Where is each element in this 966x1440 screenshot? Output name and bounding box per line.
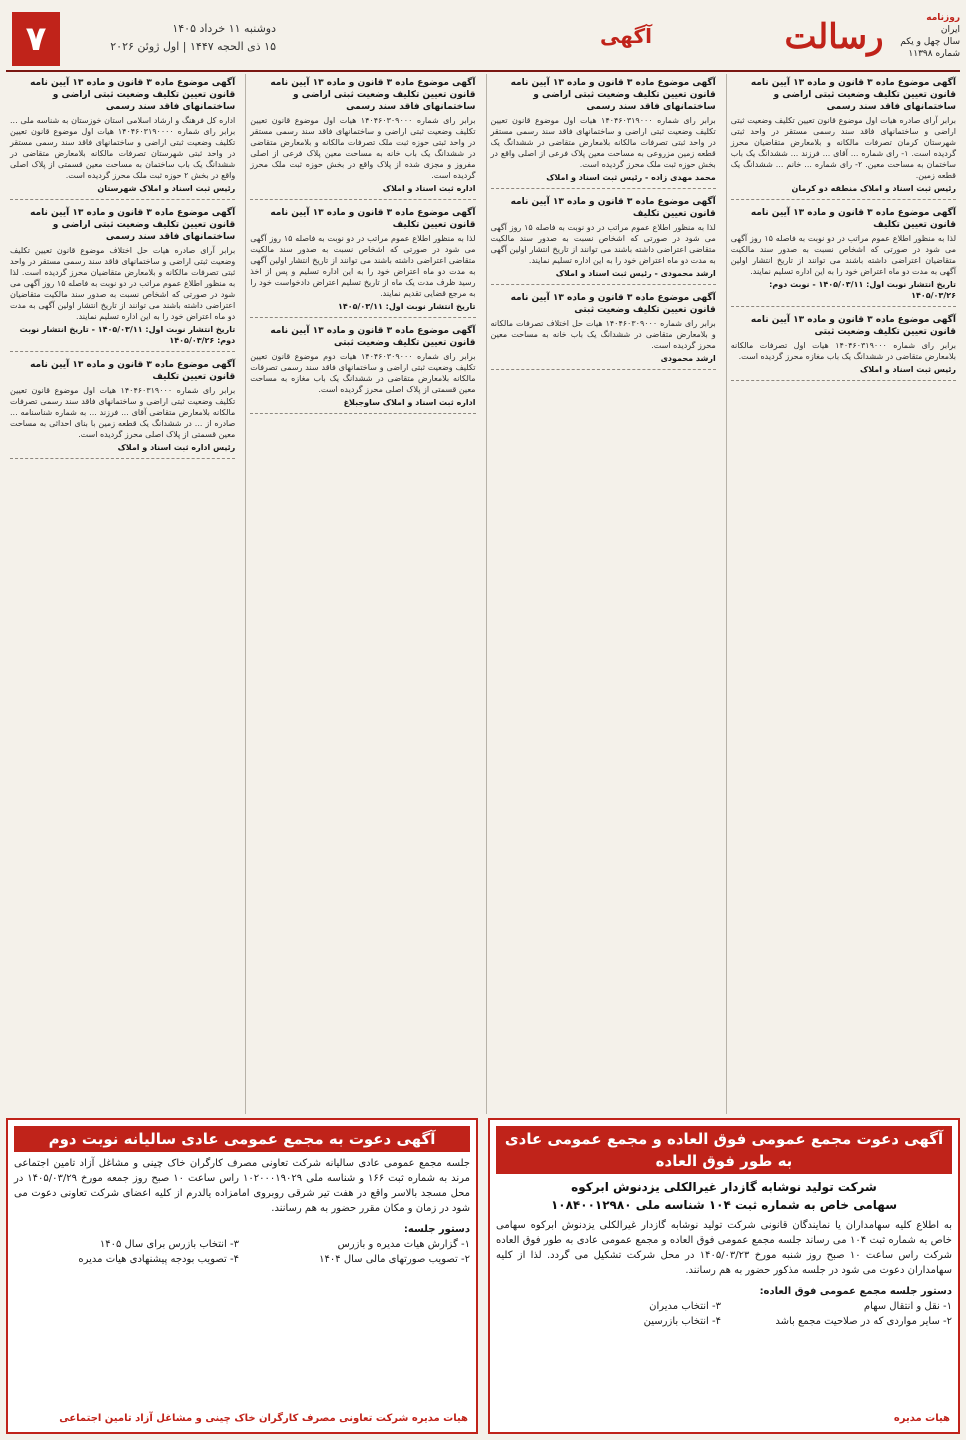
notice-title: آگهی موضوع ماده ۳ قانون و ماده ۱۳ آیین نامه قانون تعیین تکلیف <box>270 208 476 230</box>
agenda-item: ۳- انتخاب مدیران <box>649 1301 721 1312</box>
company-registration: سهامی خاص به شماره ثبت ۱۰۴ شناسه ملی ۱۰۸۴۰۰۱۲۹۸۰ <box>550 1198 898 1212</box>
notice-title: آگهی دعوت به مجمع عمومی عادی سالیانه نوبت دوم <box>14 1126 470 1152</box>
notice-title: آگهی موضوع ماده ۳ قانون و ماده ۱۳ آیین نامه قانون تعیین تکلیف وضعیت ثبتی اراضی و ساختمانهای فاقد سند رسمی <box>30 78 236 112</box>
legal-notice <box>731 311 956 381</box>
notice-signature: تاریخ انتشار نوبت اول: ۱۴۰۵/۰۳/۱۱ - نوبت دوم: ۱۴۰۵/۰۳/۲۶ <box>769 280 956 300</box>
agenda-col <box>496 1284 721 1329</box>
notice-title: آگهی دعوت مجمع عمومی فوق العاده و مجمع عمومی عادی به طور فوق العاده <box>496 1126 952 1174</box>
page-number: ۷ <box>12 12 60 66</box>
notice-body: به اطلاع کلیه سهامداران یا نمایندگان قانونی شرکت تولید نوشابه گازدار غیرالکلی یزدنوش ابرکوه سهامی خاص به شماره ثبت ۱۰۴ می رساند جلسه مجمع عمومی فوق العاده و مجمع عمومی عادی به طور فوق العاده شرکت راس ساعت ۱۰ صبح روز شنبه مورخ ۱۴۰۵/۰۳/۲۳ در محل شرکت تشکیل می گردد. لذا از کلیه سهامداران دعوت می شود در جلسه مذکور حضور به هم رسانند. <box>496 1220 952 1276</box>
notice-body: برابر رای شماره ۱۴۰۴۶۰۳۱۹۰۰۰ هیات اول موضوع قانون تعیین تکلیف وضعیت ثبتی اراضی و ساختمانهای فاقد سند رسمی مستقر در واحد ثبتی تصرفات مالکانه بلامعارض متقاضی در ششدانگ یک قطعه زمین مزروعی به مساحت معین پلاک فرعی از اصلی واقع در بخش حوزه ثبت ملک محرز گردیده است. <box>490 116 716 169</box>
agenda-item: ۳- انتخاب بازرس برای سال ۱۴۰۵ <box>99 1239 239 1250</box>
notice-body: برابر رای شماره ۱۴۰۴۶۰۳۰۹۰۰۰ هیات اول موضوع قانون تعیین تکلیف وضعیت ثبتی اراضی و ساختمانهای فاقد سند رسمی مستقر در واحد ثبتی حوزه ثبت ملک تصرفات مالکانه و بلامعارض متقاضی در ششدانگ یک باب خانه به مساحت معین پلاک فرعی از اصلی مفروز و مجزی شده از پلاک واقع در بخش حوزه ثبت ملک محرز گردیده است. <box>250 116 476 180</box>
notice-signature: رئیس ثبت اسناد و املاک شهرستان <box>97 184 236 193</box>
notice-signature: رئیس ثبت اسناد و املاک <box>860 365 956 374</box>
notice-title: آگهی موضوع ماده ۳ قانون و ماده ۱۳ آیین نامه قانون تعیین تکلیف <box>750 208 956 230</box>
date-box <box>66 20 276 60</box>
notice-title: آگهی موضوع ماده ۳ قانون و ماده ۱۳ آیین نامه قانون تعیین تکلیف وضعیت ثبتی <box>750 315 956 337</box>
notice-signature: اداره ثبت اسناد و املاک <box>382 184 476 193</box>
column-3 <box>245 74 479 1114</box>
notice-body: لذا به منظور اطلاع عموم مراتب در دو نوبت به فاصله ۱۵ روز آگهی می شود در صورتی که اشخاص نسبت به صدور سند مالکیت متقاضیان اعتراضی داشته باشند می توانند از تاریخ انتشار اولین آگهی به مدت دو ماه اعتراض خود را به این اداره تسلیم نمایند. <box>730 234 957 276</box>
legal-notice <box>731 204 956 307</box>
legal-notice <box>491 193 716 285</box>
agenda-item: ۲- تصویب صورتهای مالی سال ۱۴۰۴ <box>319 1254 470 1265</box>
notice-body: اداره کل فرهنگ و ارشاد اسلامی استان خوزستان به شناسه ملی ... برابر رای شماره ۱۴۰۴۶۰۳۱۹۰۰۰۰ هیات اول موضوع قانون تعیین تکلیف وضعیت ثبتی اراضی و ساختمانهای فاقد سند رسمی مستقر در واحد ثبتی شهرستان تصرفات مالکانه بلامعارض متقاضی در ششدانگ یک باب ساختمان به مساحت معین قسمتی از پلاک اصلی واقع در بخش ۲ حوزه ثبت ملک محرز گردیده است. <box>10 116 236 180</box>
assembly-notice-annual <box>6 1118 478 1434</box>
agenda-item: ۴- انتخاب بازرسین <box>643 1316 721 1327</box>
notice-body: لذا به منظور اطلاع عموم مراتب در دو نوبت به فاصله ۱۵ روز آگهی می شود در صورتی که اشخاص نسبت به صدور سند مالکیت متقاضی اعتراضی داشته باشند می توانند از تاریخ انتشار اولین آگهی به مدت دو ماه اعتراض خود را به این اداره تسلیم و پس از اخذ رسید ظرف مدت یک ماه از تاریخ تسلیم اعتراض دادخواست خود را به مرجع قضایی تقدیم نمایند. <box>250 234 476 298</box>
assembly-notice-extraordinary <box>488 1118 960 1434</box>
agenda-col <box>727 1284 952 1329</box>
agenda-col <box>14 1222 239 1267</box>
agenda-label: دستور جلسه مجمع عمومی فوق العاده: <box>759 1286 952 1297</box>
year-label: سال چهل و یکم <box>900 37 960 47</box>
legal-notice <box>491 74 716 189</box>
country-label: ایران <box>940 25 960 35</box>
notice-title: آگهی موضوع ماده ۳ قانون و ماده ۱۳ آیین نامه قانون تعیین تکلیف وضعیت ثبتی <box>270 326 476 348</box>
notice-footer: هیات مدیره <box>893 1413 950 1424</box>
agenda <box>496 1284 952 1329</box>
date-other: ۱۵ ذی الحجه ۱۴۴۷ | اول ژوئن ۲۰۲۶ <box>110 40 276 53</box>
notice-signature: تاریخ انتشار نوبت اول: ۱۴۰۵/۰۳/۱۱ - تاریخ انتشار نوبت دوم: ۱۴۰۵/۰۳/۲۶ <box>19 325 236 345</box>
ads-columns <box>6 74 960 1114</box>
notice-body: برابر رای شماره ۱۴۰۴۶۰۳۰۹۰۰۰ هیات دوم موضوع قانون تعیین تکلیف وضعیت ثبتی اراضی و ساختمانهای فاقد سند رسمی تصرفات مالکانه بلامعارض متقاضی در ششدانگ یک باب مغازه به مساحت معین قسمتی از پلاک اصلی محرز گردیده است. <box>250 352 476 394</box>
legal-notice <box>250 322 475 414</box>
notice-title: آگهی موضوع ماده ۳ قانون و ماده ۱۳ آیین نامه قانون تعیین تکلیف <box>30 360 236 382</box>
issue-number: شماره ۱۱۳۹۸ <box>908 49 960 59</box>
notice-body: جلسه مجمع عمومی عادی سالیانه شرکت تعاونی مصرف کارگران خاک چینی و مشاغل آزاد تامین اجتماعی مرند به شماره ثبت ۱۶۶ و شناسه ملی ۱۰۲۰۰۰۱۹۰۲۹ راس ساعت ۱۰ صبح روز جمعه مورخ ۱۴۰۵/۰۳/۲۹ در محل مسجد بالاسر واقع در هفت تیر شرقی روبروی امامزاده یالدرم از کلیه اعضای شرکت تعاونی دعوت می شود در زمان و مکان مقرر حضور به هم رسانند. <box>14 1158 470 1214</box>
notice-signature: ارشد محمودی - رئیس ثبت اسناد و املاک <box>555 269 716 278</box>
legal-notice <box>10 74 235 200</box>
masthead <box>6 6 960 72</box>
notice-title: آگهی موضوع ماده ۳ قانون و ماده ۱۳ آیین نامه قانون تعیین تکلیف وضعیت ثبتی <box>510 293 716 315</box>
agenda-label: دستور جلسه: <box>403 1224 470 1235</box>
notice-signature: اداره ثبت اسناد و املاک ساوجبلاغ <box>343 398 476 407</box>
legal-notice <box>491 289 716 370</box>
notice-signature: رئیس ثبت اسناد و املاک منطقه دو کرمان <box>791 184 956 193</box>
agenda-item: ۴- تصویب بودجه پیشنهادی هیات مدیره <box>78 1254 239 1265</box>
column-4 <box>6 74 239 1114</box>
legal-notice <box>731 74 956 200</box>
notice-title: آگهی موضوع ماده ۳ قانون و ماده ۱۳ آیین نامه قانون تعیین تکلیف وضعیت ثبتی اراضی و ساختمانهای فاقد سند رسمی <box>510 78 716 112</box>
notice-signature: تاریخ انتشار نوبت اول: ۱۴۰۵/۰۳/۱۱ <box>337 302 476 311</box>
agenda-item: ۱- نقل و انتقال سهام <box>863 1301 952 1312</box>
legal-notice <box>10 356 235 459</box>
issue-info <box>896 12 960 62</box>
legal-notice <box>10 204 235 352</box>
notice-signature: ارشد محمودی <box>660 354 716 363</box>
notice-signature: محمد مهدی زاده - رئیس ثبت اسناد و املاک <box>546 173 716 182</box>
agenda <box>14 1222 470 1267</box>
brand-label: روزنامه <box>926 13 960 23</box>
section-title: آگهی <box>600 24 652 48</box>
company-name: شرکت تولید نوشابه گازدار غیرالکلی یزدنوش ابرکوه <box>571 1180 877 1194</box>
date-persian: دوشنبه ۱۱ خرداد ۱۴۰۵ <box>172 22 276 35</box>
agenda-col <box>245 1222 470 1267</box>
notice-body: برابر رای شماره ۱۴۰۴۶۰۳۱۹۰۰۰ هیات اول تصرفات مالکانه بلامعارض متقاضی در ششدانگ یک باب مغازه محرز گردیده است. <box>730 341 956 361</box>
notice-body: لذا به منظور اطلاع عموم مراتب در دو نوبت به فاصله ۱۵ روز آگهی می شود در صورتی که اشخاص نسبت به صدور سند مالکیت متقاضی اعتراضی داشته باشند می توانند از تاریخ انتشار اولین آگهی به مدت دو ماه اعتراض خود را به این اداره تسلیم نمایند. <box>490 223 716 265</box>
notice-body: برابر رای شماره ۱۴۰۴۶۰۳۰۹۰۰۰ هیات حل اختلاف تصرفات مالکانه و بلامعارض متقاضی در ششدانگ یک باب خانه به مساحت معین محرز گردیده است. <box>490 319 716 350</box>
newspaper-logo: رسالت <box>784 17 884 57</box>
column-1 <box>726 74 960 1114</box>
notice-signature: رئیس اداره ثبت اسناد و املاک <box>117 443 236 452</box>
bottom-ads <box>6 1118 960 1434</box>
legal-notice <box>250 204 475 318</box>
notice-body: برابر آرای صادره هیات اول موضوع قانون تعیین تکلیف وضعیت ثبتی اراضی و ساختمانهای فاقد سند رسمی مستقر در واحد ثبتی شهرستان کرمان تصرفات مالکانه و بلامعارض متقاضیان محرز گردیده است. ۱- رای شماره ... آقای ... فرزند ... ششدانگ یک باب ساختمان به مساحت معین. ۲- رای شماره ... خانم ... ششدانگ یک قطعه زمین. <box>730 116 957 180</box>
notice-body: برابر آرای صادره هیات حل اختلاف موضوع قانون تعیین تکلیف وضعیت ثبتی اراضی و ساختمانهای فاقد سند رسمی مستقر در واحد ثبتی تصرفات مالکانه و بلامعارض متقاضیان محرز گردیده است. لذا به منظور اطلاع عموم مراتب در دو نوبت به فاصله ۱۵ روز آگهی می شود در صورتی که اشخاص نسبت به صدور سند مالکیت متقاضیان اعتراضی داشته باشند می توانند از تاریخ انتشار اولین آگهی به مدت دو ماه اعتراض خود را به این اداره تسلیم نمایند. <box>10 246 236 321</box>
column-2 <box>486 74 720 1114</box>
notice-footer: هیات مدیره شرکت تعاونی مصرف کارگران خاک چینی و مشاغل آزاد تامین اجتماعی <box>59 1413 468 1424</box>
agenda-item: ۲- سایر مواردی که در صلاحیت مجمع باشد <box>775 1316 952 1327</box>
notice-title: آگهی موضوع ماده ۳ قانون و ماده ۱۳ آیین نامه قانون تعیین تکلیف وضعیت ثبتی اراضی و ساختمانهای فاقد سند رسمی <box>30 208 236 242</box>
agenda-item: ۱- گزارش هیات مدیره و بازرس <box>337 1239 470 1250</box>
notice-title: آگهی موضوع ماده ۳ قانون و ماده ۱۳ آیین نامه قانون تعیین تکلیف <box>510 197 716 219</box>
notice-title: آگهی موضوع ماده ۳ قانون و ماده ۱۳ آیین نامه قانون تعیین تکلیف وضعیت ثبتی اراضی و ساختمانهای فاقد سند رسمی <box>750 78 956 112</box>
notice-title: آگهی موضوع ماده ۳ قانون و ماده ۱۳ آیین نامه قانون تعیین تکلیف وضعیت ثبتی اراضی و ساختمانهای فاقد سند رسمی <box>270 78 476 112</box>
legal-notice <box>250 74 475 200</box>
notice-body: برابر رای شماره ۱۴۰۴۶۰۳۱۹۰۰۰ هیات اول موضوع قانون تعیین تکلیف وضعیت ثبتی اراضی و ساختمانهای فاقد سند رسمی تصرفات مالکانه بلامعارض متقاضی آقای ... فرزند ... به شماره شناسنامه ... صادره از ... در ششدانگ یک قطعه زمین با بنای احداثی به مساحت معین قسمتی از پلاک اصلی محرز گردیده است. <box>10 386 236 439</box>
